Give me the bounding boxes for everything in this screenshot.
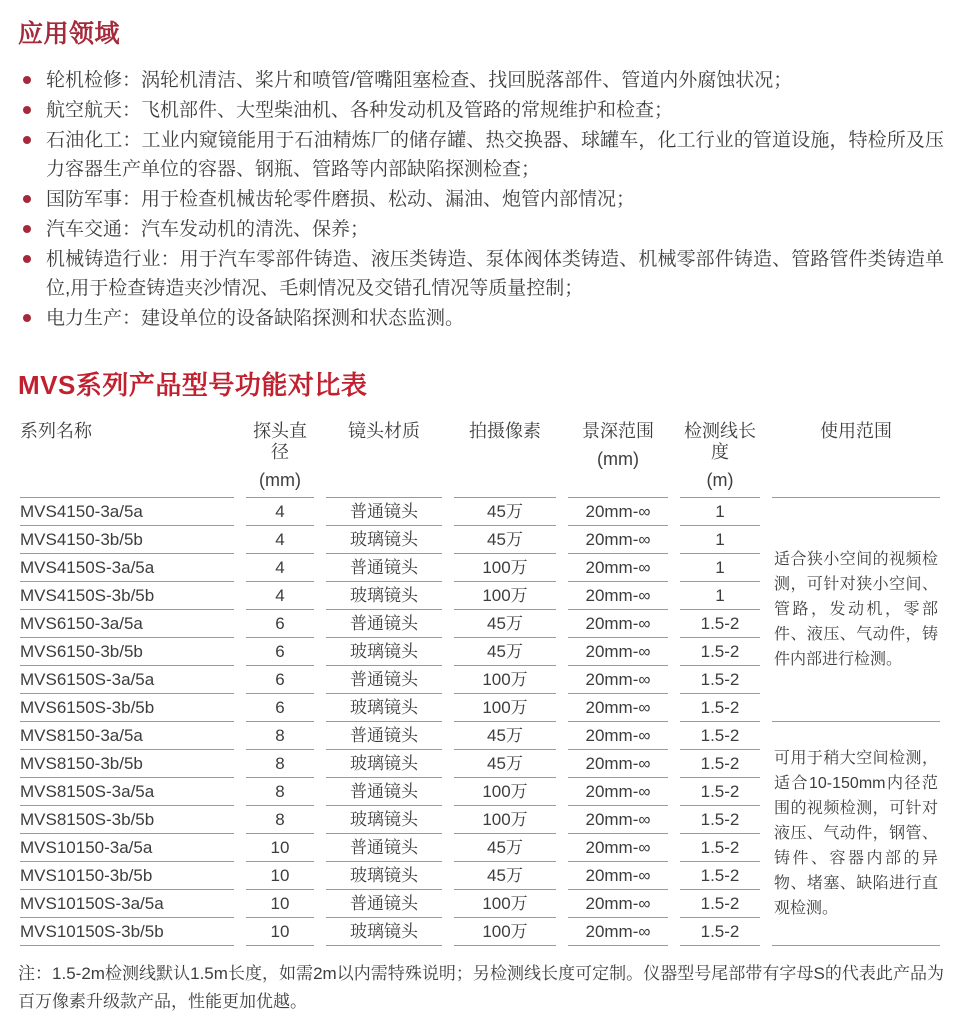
table-cell: 10: [246, 834, 314, 862]
header-line-length: 检测线长度 (m): [680, 418, 760, 498]
table-cell: 玻璃镜头: [326, 862, 442, 890]
table-cell: 20mm-∞: [568, 666, 668, 694]
list-item: [18, 126, 944, 184]
header-usage-range: 使用范围: [772, 418, 940, 498]
application-text: 航空航天：飞机部件、大型柴油机、各种发动机及管路的常规维护和检查；: [46, 100, 674, 121]
table-cell: 4: [246, 554, 314, 582]
list-item: [18, 245, 944, 303]
table-cell: 10: [246, 862, 314, 890]
table-cell: 4: [246, 526, 314, 554]
table-cell: 1.5-2: [680, 806, 760, 834]
table-cell: 100万: [454, 554, 556, 582]
table-cell: 20mm-∞: [568, 498, 668, 526]
table-note: 注：1.5-2m检测线默认1.5m长度，如需2m以内需特殊说明；另检测线长度可定制。仪器型号尾部带有字母S的代表此产品为百万像素升级款产品，性能更加优越。: [18, 964, 944, 1011]
table-cell: 4: [246, 498, 314, 526]
table-cell: 普通镜头: [326, 778, 442, 806]
bullet-icon: [23, 76, 31, 84]
table-cell: 20mm-∞: [568, 554, 668, 582]
application-text: 国防军事：用于检查机械齿轮零件磨损、松动、漏油、炮管内部情况；: [46, 189, 636, 210]
table-cell: 20mm-∞: [568, 722, 668, 750]
table-cell: 100万: [454, 582, 556, 610]
applications-list: [18, 66, 944, 333]
table-cell: 普通镜头: [326, 834, 442, 862]
table-cell: 6: [246, 666, 314, 694]
comparison-table: [8, 418, 952, 946]
header-depth-of-field: 景深范围 (mm): [568, 418, 668, 498]
table-cell: 1.5-2: [680, 666, 760, 694]
model-name-cell: MVS10150-3a/5a: [20, 834, 234, 862]
application-text: 机械铸造行业：用于汽车零部件铸造、液压类铸造、泵体阀体类铸造、机械零部件铸造、管路管件类铸造单位,用于检查铸造夹沙情况、毛刺情况及交错孔情况等质量控制；: [46, 249, 944, 299]
table-cell: 100万: [454, 890, 556, 918]
table-cell: 20mm-∞: [568, 890, 668, 918]
table-cell: 8: [246, 778, 314, 806]
table-cell: 普通镜头: [326, 890, 442, 918]
model-name-cell: MVS4150-3a/5a: [20, 498, 234, 526]
list-item: [18, 185, 944, 214]
table-cell: 1.5-2: [680, 778, 760, 806]
table-cell: 10: [246, 890, 314, 918]
table-cell: 1.5-2: [680, 890, 760, 918]
comparison-table-body: [20, 498, 940, 946]
list-item: [18, 66, 944, 95]
table-cell: 100万: [454, 694, 556, 722]
table-cell: 45万: [454, 638, 556, 666]
table-cell: 6: [246, 610, 314, 638]
table-cell: 100万: [454, 918, 556, 946]
table-cell: 玻璃镜头: [326, 750, 442, 778]
table-cell: 20mm-∞: [568, 834, 668, 862]
model-name-cell: MVS8150-3a/5a: [20, 722, 234, 750]
model-name-cell: MVS4150-3b/5b: [20, 526, 234, 554]
model-name-cell: MVS6150-3b/5b: [20, 638, 234, 666]
model-name-cell: MVS6150S-3a/5a: [20, 666, 234, 694]
bullet-icon: [23, 225, 31, 233]
table-cell: 20mm-∞: [568, 582, 668, 610]
table-cell: 20mm-∞: [568, 610, 668, 638]
table-cell: 100万: [454, 666, 556, 694]
model-name-cell: MVS10150-3b/5b: [20, 862, 234, 890]
model-name-cell: MVS4150S-3b/5b: [20, 582, 234, 610]
application-text: 电力生产：建设单位的设备缺陷探测和状态监测。: [46, 308, 465, 329]
table-cell: 6: [246, 694, 314, 722]
table-cell: 45万: [454, 526, 556, 554]
header-pixels: 拍摄像素: [454, 418, 556, 498]
table-cell: 20mm-∞: [568, 918, 668, 946]
header-row: [20, 418, 940, 498]
header-lens-material: 镜头材质: [326, 418, 442, 498]
bullet-icon: [23, 136, 31, 144]
model-name-cell: MVS8150S-3b/5b: [20, 806, 234, 834]
table-cell: 45万: [454, 862, 556, 890]
table-row: [20, 722, 940, 750]
table-cell: 45万: [454, 834, 556, 862]
table-cell: 8: [246, 806, 314, 834]
section-title-applications: 应用领域: [18, 20, 121, 48]
table-cell: 1: [680, 554, 760, 582]
table-cell: 玻璃镜头: [326, 694, 442, 722]
usage-range-cell: 适合狭小空间的视频检测，可针对狭小空间、管路，发动机，零部件、液压、气动件，铸件内部进行检测。: [772, 498, 940, 722]
list-item: [18, 215, 944, 244]
table-cell: 20mm-∞: [568, 694, 668, 722]
table-cell: 1.5-2: [680, 862, 760, 890]
model-name-cell: MVS6150S-3b/5b: [20, 694, 234, 722]
bullet-icon: [23, 195, 31, 203]
bullet-icon: [23, 106, 31, 114]
table-cell: 普通镜头: [326, 722, 442, 750]
model-name-cell: MVS6150-3a/5a: [20, 610, 234, 638]
bullet-icon: [23, 314, 31, 322]
table-cell: 6: [246, 638, 314, 666]
table-cell: 100万: [454, 806, 556, 834]
table-cell: 1.5-2: [680, 694, 760, 722]
table-cell: 玻璃镜头: [326, 918, 442, 946]
table-cell: 普通镜头: [326, 610, 442, 638]
header-probe-diameter: 探头直径 (mm): [246, 418, 314, 498]
table-cell: 45万: [454, 610, 556, 638]
table-cell: 1.5-2: [680, 722, 760, 750]
bullet-icon: [23, 255, 31, 263]
table-row: [20, 498, 940, 526]
model-name-cell: MVS10150S-3b/5b: [20, 918, 234, 946]
model-name-cell: MVS8150S-3a/5a: [20, 778, 234, 806]
table-cell: 20mm-∞: [568, 806, 668, 834]
table-cell: 4: [246, 582, 314, 610]
table-cell: 20mm-∞: [568, 526, 668, 554]
table-cell: 1.5-2: [680, 638, 760, 666]
table-cell: 1: [680, 498, 760, 526]
model-name-cell: MVS8150-3b/5b: [20, 750, 234, 778]
model-name-cell: MVS10150S-3a/5a: [20, 890, 234, 918]
table-cell: 1.5-2: [680, 834, 760, 862]
table-cell: 1: [680, 526, 760, 554]
application-text: 石油化工：工业内窥镜能用于石油精炼厂的储存罐、热交换器、球罐车，化工行业的管道设施，特检所及压力容器生产单位的容器、钢瓶、管路等内部缺陷探测检查；: [46, 130, 944, 180]
list-item: [18, 304, 944, 333]
table-cell: 8: [246, 750, 314, 778]
list-item: [18, 96, 944, 125]
table-cell: 20mm-∞: [568, 750, 668, 778]
table-cell: 45万: [454, 498, 556, 526]
section-title-comparison: MVS系列产品型号功能对比表: [18, 370, 368, 400]
table-cell: 8: [246, 722, 314, 750]
table-cell: 普通镜头: [326, 554, 442, 582]
table-cell: 1.5-2: [680, 918, 760, 946]
table-cell: 普通镜头: [326, 498, 442, 526]
table-cell: 20mm-∞: [568, 862, 668, 890]
model-name-cell: MVS4150S-3a/5a: [20, 554, 234, 582]
table-cell: 45万: [454, 722, 556, 750]
table-cell: 普通镜头: [326, 666, 442, 694]
table-cell: 1: [680, 582, 760, 610]
table-cell: 1.5-2: [680, 610, 760, 638]
table-cell: 玻璃镜头: [326, 526, 442, 554]
table-cell: 玻璃镜头: [326, 638, 442, 666]
application-text: 轮机检修：涡轮机清洁、桨片和喷管/管嘴阻塞检查、找回脱落部件、管道内外腐蚀状况；: [46, 70, 793, 91]
table-header: [20, 418, 940, 498]
table-cell: 玻璃镜头: [326, 806, 442, 834]
table-cell: 20mm-∞: [568, 778, 668, 806]
table-cell: 1.5-2: [680, 750, 760, 778]
table-cell: 10: [246, 918, 314, 946]
table-cell: 20mm-∞: [568, 638, 668, 666]
usage-range-cell: 可用于稍大空间检测，适合10-150mm内径范围的视频检测，可针对液压、气动件，钢管、铸件、容器内部的异物、堵塞、缺陷进行直观检测。: [772, 722, 940, 946]
application-text: 汽车交通：汽车发动机的清洗、保养；: [46, 219, 370, 240]
table-cell: 45万: [454, 750, 556, 778]
table-cell: 100万: [454, 778, 556, 806]
table-cell: 玻璃镜头: [326, 582, 442, 610]
header-series-name: 系列名称: [20, 418, 234, 498]
